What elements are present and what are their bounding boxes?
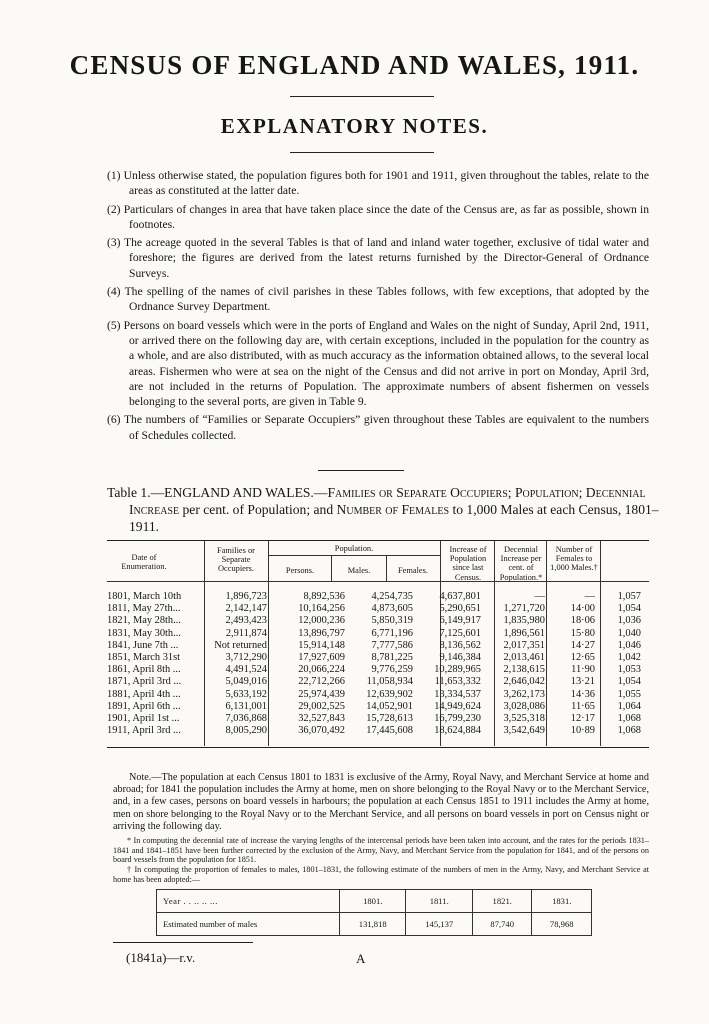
header-males: Males.	[347, 566, 371, 575]
page-title: CENSUS OF ENGLAND AND WALES, 1911.	[69, 50, 640, 80]
table-row: 1821, May 28th... 2,493,423 12,000,236 5,850,319 6,149,917 1,835,980 18·06 1,036	[107, 615, 641, 627]
table-note: Note.—The population at each Census 1801 to 1831 is exclusive of the Army, Royal Navy, and Merchant Service at home and abroad; for 1841 the population includes the Army at home, men on shore belonging to the Royal Navy or to the Merchant Service, and, in a few cases, persons on board vessels in harbours; the population at each Census 1851 to 1911 includes the Army at home, men on shore belonging to the Royal Navy or to the Merchant Service, and all persons on board vessels in port on Census night or arriving the following day.	[113, 772, 649, 832]
table-row: 1901, April 1st ... 7,036,868 32,527,843 15,728,613 16,799,230 3,525,318 12·17 1,068	[107, 713, 641, 724]
table-title-smallcaps-2: Number of Females	[336, 502, 450, 517]
note-2: (2) Particulars of changes in area that have taken place since the date of the Census are, as far as possible, shown in footnotes.	[107, 202, 649, 231]
year-cell: 1821.	[472, 890, 532, 913]
table-row: 1891, April 6th ... 6,131,001 29,002,525 14,052,901 14,949,624 3,028,086 11·65 1,064	[107, 700, 641, 712]
note-3: (3) The acreage quoted in the several Tables is that of land and inland water together, exclusive of tidal water and foreshore; the figures are derived from the latest returns furnished by the Director-General of Ordnance Surveys.	[107, 236, 649, 280]
table-title-prefix: Table 1.—ENGLAND AND WALES.—	[107, 485, 328, 500]
year-cell: 1831.	[532, 890, 592, 913]
year-cell: 1801.	[340, 890, 406, 913]
header-increase: Increase of Population since last Census.	[449, 545, 487, 582]
table-top-rule	[107, 540, 649, 541]
section-divider	[318, 470, 404, 471]
estimated-males-table	[156, 889, 592, 936]
table-header-bottom-rule	[107, 581, 649, 582]
table-title-middle: per cent. of Population; and	[179, 502, 337, 517]
note-5: (5) Persons on board vessels which were in the ports of England and Wales on the night of Sunday, April 2nd, 1911, or arrived there on the following day are, with certain exceptions, included in the population for the country as a whole, and are also distributed, with as much accuracy as the information obtained allows, to the several local areas. Fishermen who were at sea on the night of the Census and did not arrive in port on Monday, April 3rd, are not included in the returns of Population. The approximate numbers of absent fishermen on vessels belonging to the several ports, are given in Table 9.	[107, 318, 649, 409]
footer-rule	[113, 942, 253, 943]
footnote-asterisk: * In computing the decennial rate of increase the varying lengths of the intercensal periods have been taken into account, and the rates for the periods 1831–1841 and 1841–1851 have been further corrected by the exclusion of the Army, Navy, and Merchant Service from the population for 1841, and of the persons on board vessels from the population for 1851.	[113, 836, 649, 865]
table-row	[157, 890, 592, 913]
estimate-label: Estimated number of males	[157, 913, 340, 936]
header-families: Families or Separate Occupiers.	[217, 546, 255, 574]
table-row: 1841, June 7th ... Not returned 15,914,148 7,777,586 8,136,562 2,017,351 14·27 1,046	[107, 639, 641, 651]
header-population: Population.	[334, 544, 374, 553]
explanatory-notes-heading: EXPLANATORY NOTES.	[220, 114, 489, 138]
estimate-cell: 131,818	[340, 913, 406, 936]
header-decennial: Decennial Increase per cent. of Population.*	[499, 545, 543, 582]
estimate-cell: 87,740	[472, 913, 532, 936]
estimate-cell: 78,968	[532, 913, 592, 936]
table-1-title	[107, 484, 671, 535]
header-females-per-1000: Number of Females to 1,000 Males.†	[550, 545, 598, 573]
print-code: (1841a)—r.v.	[126, 950, 196, 965]
population-subheader-rule	[268, 555, 440, 556]
table-row: 1871, April 3rd ... 5,049,016 22,712,266 11,058,934 11,653,332 2,646,042 13·21 1,054	[107, 676, 641, 688]
year-cell: 1811.	[406, 890, 472, 913]
table-bottom-rule	[107, 747, 649, 748]
table-title-smallcaps-1: Families or Separate Occupiers; Population; Decennial Increase	[129, 485, 646, 517]
table-row: 1881, April 4th ... 5,633,192 25,974,439 12,639,902 13,334,537 3,262,173 14·36 1,055	[107, 688, 641, 700]
table-row: 1851, March 31st 3,712,290 17,927,609 8,781,225 9,146,384 2,013,461 12·65 1,042	[107, 652, 641, 663]
subtitle-rule	[290, 152, 434, 153]
table-row: 1831, May 30th... 2,911,874 13,896,797 6,771,196 7,125,601 1,896,561 15·80 1,040	[107, 627, 641, 639]
signature-mark: A	[356, 951, 366, 966]
note-6: (6) The numbers of “Families or Separate Occupiers” given throughout these Tables are equivalent to the numbers of Schedules collected.	[107, 413, 649, 442]
table-row: 1811, May 27th... 2,142,147 10,164,256 4,873,605 5,290,651 1,271,720 14·00 1,054	[107, 603, 641, 615]
table-title-end: to 1,000 Males at each Census, 1801–1911.	[129, 502, 659, 534]
explanatory-notes	[107, 168, 649, 446]
estimate-cell: 145,137	[406, 913, 472, 936]
table-row: 1801, March 10th 1,896,723 8,892,536 4,254,735 4,637,801 — — 1,057	[107, 591, 641, 602]
title-rule	[290, 96, 434, 97]
header-persons: Persons.	[285, 566, 315, 575]
header-date: Date of Enumeration.	[121, 553, 167, 572]
year-label: Year . . .. .. ...	[157, 890, 340, 913]
table-row: 1861, April 8th ... 4,491,524 20,066,224 9,776,259 10,289,965 2,138,615 11·90 1,053	[107, 664, 641, 676]
header-females: Females.	[397, 566, 428, 575]
note-1: (1) Unless otherwise stated, the population figures both for 1901 and 1911, given throughout the tables, relate to the areas as constituted at the latter date.	[107, 169, 649, 198]
footnote-dagger: † In computing the proportion of females to males, 1801–1831, the following estimate of the numbers of men in the Army, Navy, and Merchant Service at home has been adopted:—	[113, 865, 649, 884]
table-row: 1911, April 3rd ... 8,005,290 36,070,492 17,445,608 18,624,884 3,542,649 10·89 1,068	[107, 725, 641, 737]
table-row	[157, 913, 592, 936]
note-4: (4) The spelling of the names of civil parishes in these Tables follows, with few exceptions, that adopted by the Ordnance Survey Department.	[107, 285, 649, 314]
